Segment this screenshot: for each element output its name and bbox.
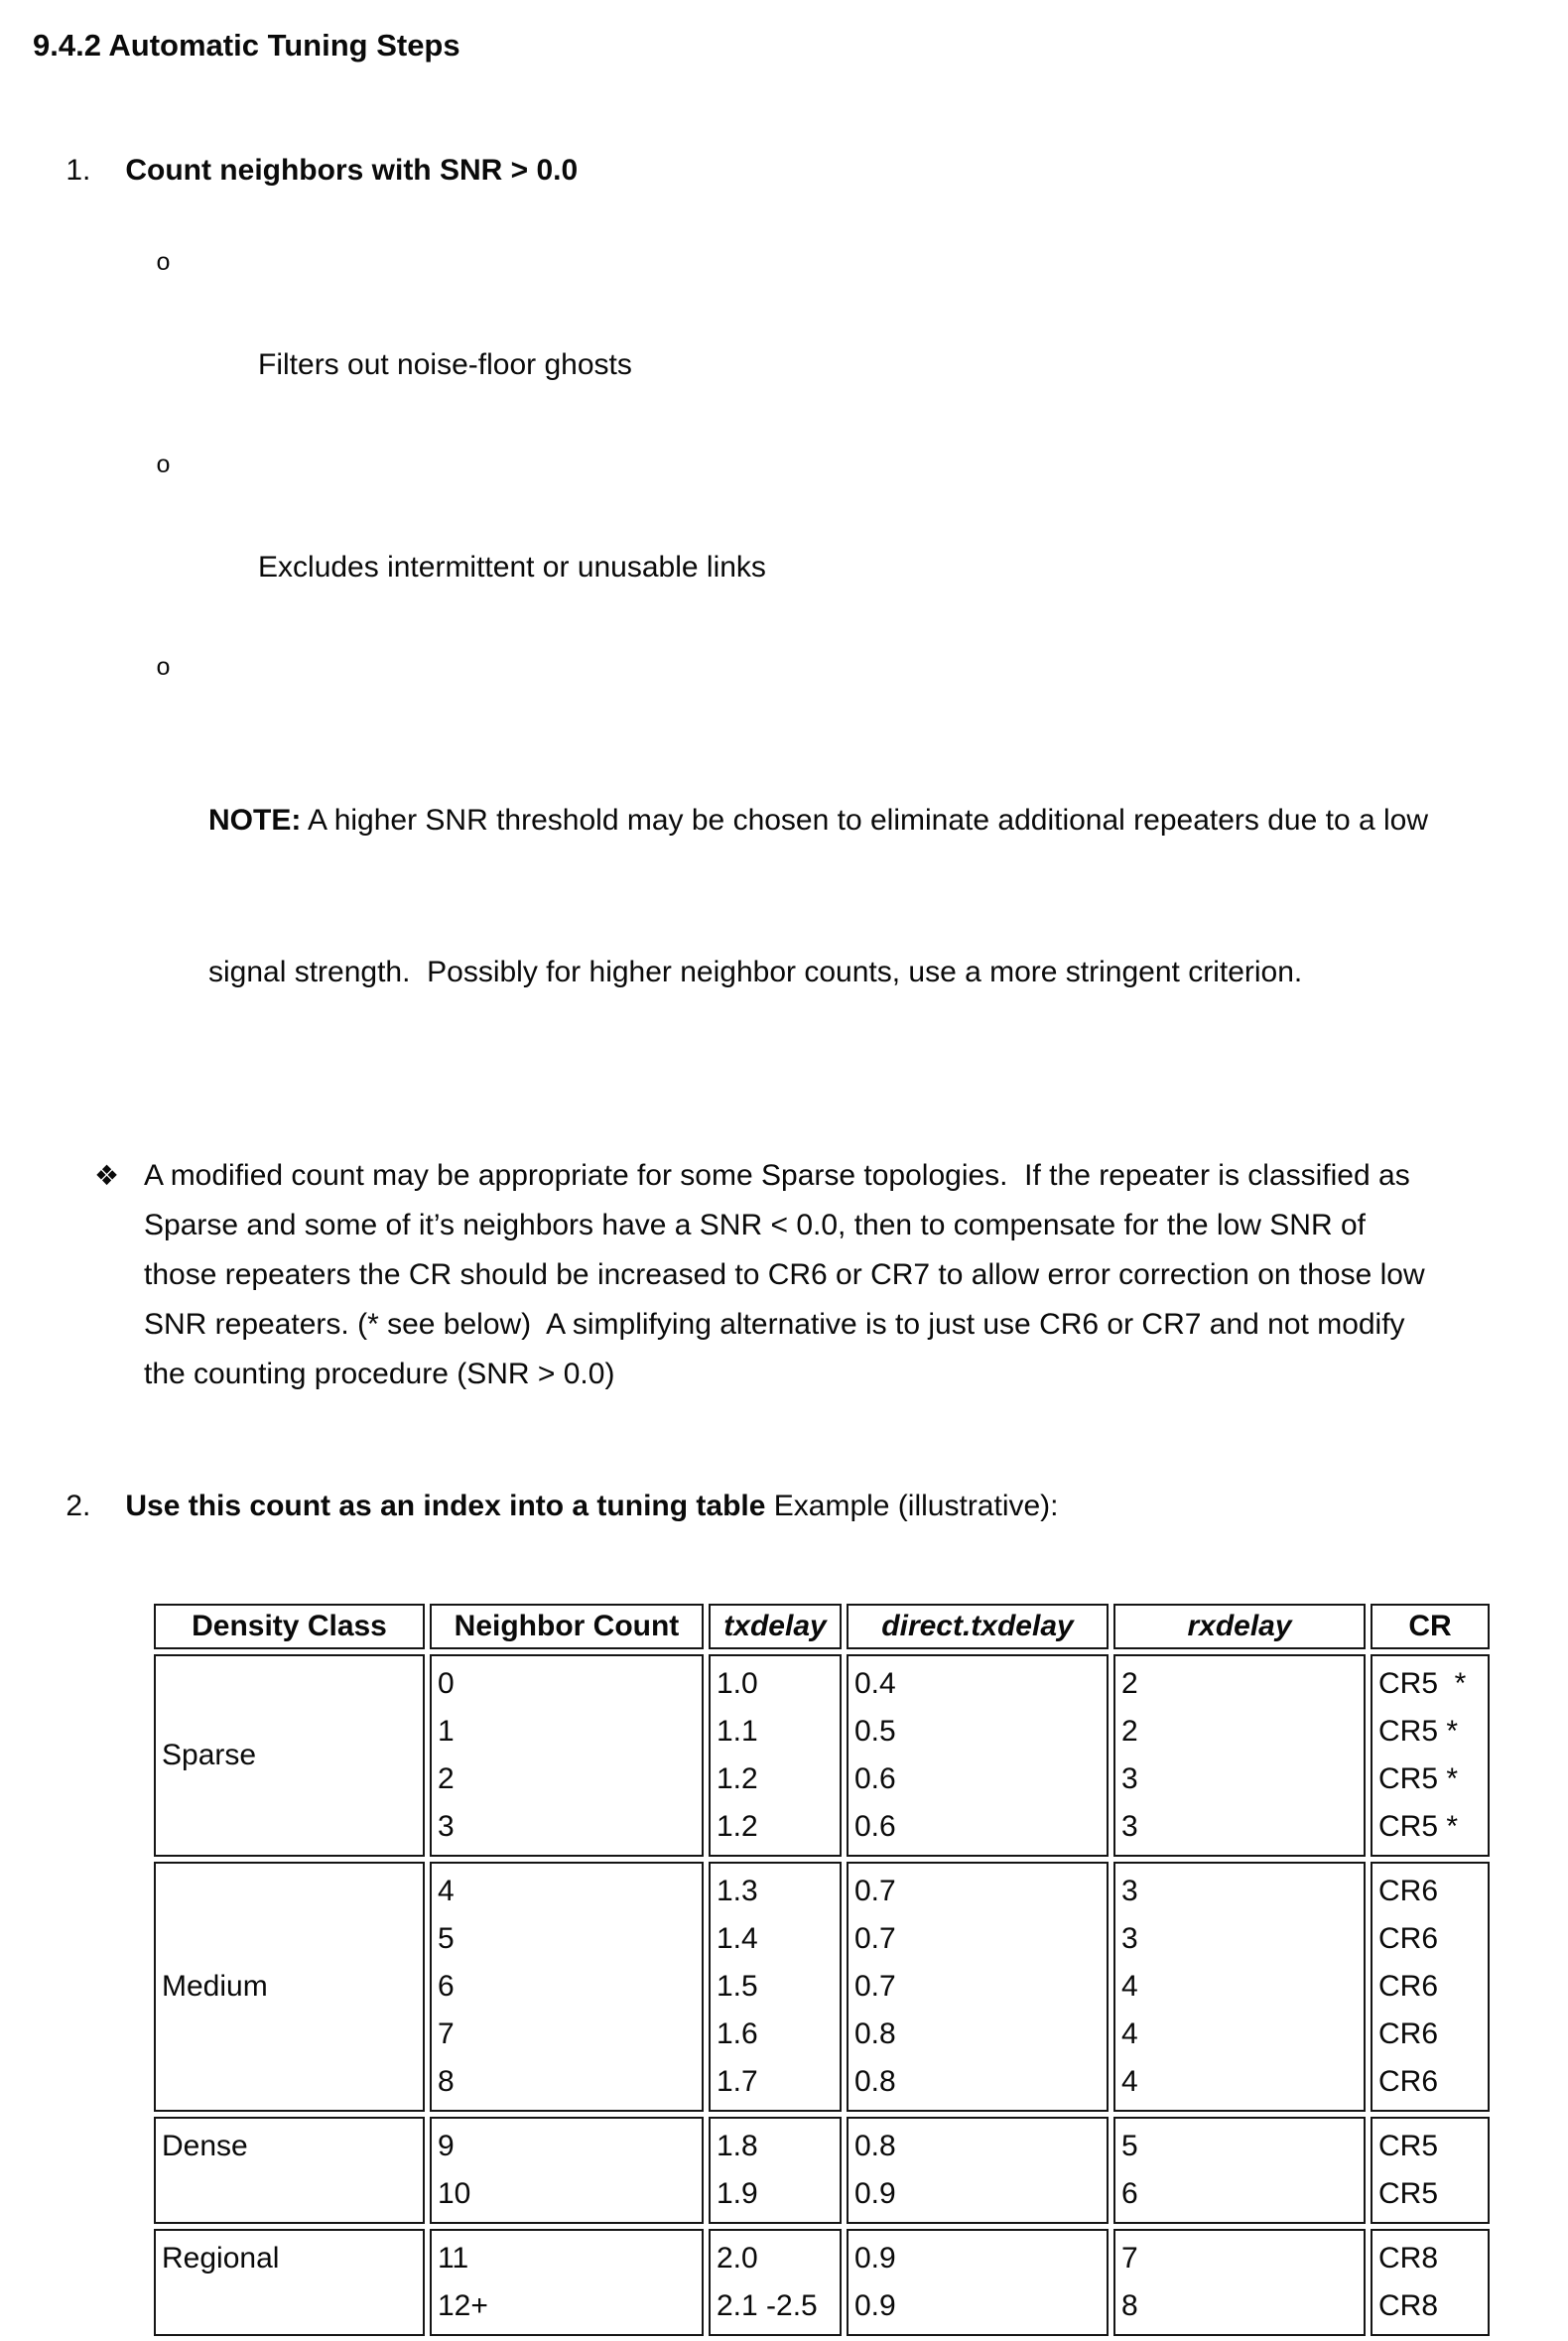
cell-value: 1.3 — [717, 1875, 758, 1907]
cell-value: 4 — [1121, 2017, 1138, 2050]
cell-value: CR5 — [1378, 2130, 1439, 2162]
cell-value: 5 — [438, 1922, 455, 1955]
cell-value: 1.0 — [717, 1667, 758, 1700]
cr-cell — [1371, 1654, 1490, 1857]
direct-txdelay-cell — [847, 1654, 1109, 1857]
tuning-table-wrapper — [33, 1599, 1548, 2341]
cell-value: 0.9 — [854, 2289, 896, 2322]
neighbor-count-cell — [430, 1862, 704, 2112]
cell-value: 12+ — [438, 2289, 488, 2322]
cell-value: 6 — [1121, 2177, 1138, 2210]
cell-value: 0.7 — [854, 1970, 896, 2003]
cell-value: 2.0 — [717, 2242, 758, 2275]
rxdelay-cell — [1113, 2117, 1366, 2224]
direct-txdelay-cell — [847, 1862, 1109, 2112]
circle-bullet-icon: o — [156, 249, 172, 278]
section-heading: 9.4.2 Automatic Tuning Steps — [33, 28, 460, 63]
numbered-item-1 — [33, 111, 1548, 230]
table-row-sparse — [154, 1654, 1490, 1857]
cell-value: 9 — [438, 2130, 455, 2162]
cell-value: 1 — [438, 1715, 455, 1748]
cell-value: 5 — [1121, 2130, 1138, 2162]
cell-value: 1.6 — [717, 2017, 758, 2050]
neighbor-count-cell — [430, 2117, 704, 2224]
cell-value: 8 — [438, 2065, 455, 2098]
cell-value: 3 — [1121, 1922, 1138, 1955]
cell-value: 0.9 — [854, 2177, 896, 2210]
cell-value: CR8 — [1378, 2242, 1439, 2275]
density-class-label: Dense — [162, 2130, 248, 2162]
cell-value: CR6 — [1378, 1875, 1439, 1907]
note-line: signal strength. Possibly for higher neighbor counts, use a more stringent criterion. — [208, 956, 1303, 988]
diamond-bullet-icon: ❖ — [94, 1159, 120, 1192]
bullet-item — [33, 441, 1548, 643]
rxdelay-cell — [1113, 1654, 1366, 1857]
density-class-label: Regional — [162, 2242, 280, 2275]
column-header-rxdelay: rxdelay — [1113, 1604, 1366, 1649]
cell-value: 1.9 — [717, 2177, 758, 2210]
txdelay-cell — [709, 2117, 842, 2224]
cell-value: 4 — [1121, 2065, 1138, 2098]
paragraph-line: the counting procedure (SNR > 0.0) — [144, 1358, 615, 1390]
sub-bullet-list — [33, 238, 1548, 1099]
cell-value: 2 — [438, 1762, 455, 1795]
cell-value: CR6 — [1378, 1970, 1439, 2003]
cell-value: CR8 — [1378, 2289, 1439, 2322]
density-class-cell — [154, 2117, 425, 2224]
density-class-label: Sparse — [162, 1739, 257, 1771]
bullet-text: Filters out noise-floor ghosts — [258, 348, 632, 381]
table-row-medium — [154, 1862, 1490, 2112]
paragraph-line: SNR repeaters. (* see below) A simplifying alternative is to just use CR6 or CR7 and not modify — [144, 1308, 1405, 1341]
cell-value: 0 — [438, 1667, 455, 1700]
density-class-label: Medium — [162, 1970, 268, 2003]
cell-value: CR5 * — [1378, 1667, 1467, 1700]
cell-value: CR5 * — [1378, 1810, 1459, 1843]
cell-value: 3 — [1121, 1810, 1138, 1843]
cell-value: 8 — [1121, 2289, 1138, 2322]
item-heading: Count neighbors with SNR > 0.0 — [125, 154, 579, 187]
cell-value: CR5 * — [1378, 1715, 1459, 1748]
density-class-cell — [154, 1862, 425, 2112]
txdelay-cell — [709, 1654, 842, 1857]
column-header-txdelay: txdelay — [709, 1604, 842, 1649]
cell-value: 0.4 — [854, 1667, 896, 1700]
cell-value: 2 — [1121, 1715, 1138, 1748]
cell-value: 0.6 — [854, 1810, 896, 1843]
cell-value: 2 — [1121, 1667, 1138, 1700]
cell-value: 1.7 — [717, 2065, 758, 2098]
cell-value: 7 — [438, 2017, 455, 2050]
txdelay-cell — [709, 1862, 842, 2112]
numbered-item-2 — [33, 1447, 1548, 1566]
circle-bullet-icon: o — [156, 452, 172, 480]
column-header-cr: CR — [1371, 1604, 1490, 1649]
table-header-row — [154, 1604, 1490, 1649]
cr-cell — [1371, 2229, 1490, 2336]
neighbor-count-cell — [430, 1654, 704, 1857]
cr-cell — [1371, 1862, 1490, 2112]
note-text: A higher SNR threshold may be chosen to eliminate additional repeaters due to a low — [301, 804, 1429, 837]
column-header-neighbor-count: Neighbor Count — [430, 1604, 704, 1649]
bullet-text: Excludes intermittent or unusable links — [258, 551, 766, 584]
cell-value: 10 — [438, 2177, 471, 2210]
cell-value: 0.8 — [854, 2065, 896, 2098]
note-label: NOTE: — [208, 804, 302, 837]
cell-value: 0.9 — [854, 2242, 896, 2275]
cell-value: 0.6 — [854, 1762, 896, 1795]
cell-value: 1.2 — [717, 1810, 758, 1843]
cell-value: 7 — [1121, 2242, 1138, 2275]
diamond-note-paragraph — [33, 1151, 1548, 1399]
cell-value: 0.8 — [854, 2130, 896, 2162]
txdelay-cell — [709, 2229, 842, 2336]
item-heading-suffix: Example (illustrative): — [765, 1490, 1059, 1522]
note-bullet-item — [33, 643, 1548, 1099]
paragraph-line: those repeaters the CR should be increased to CR6 or CR7 to allow error correction on those low — [144, 1258, 1425, 1291]
cell-value: 1.4 — [717, 1922, 758, 1955]
circle-bullet-icon: o — [156, 654, 172, 683]
cell-value: CR6 — [1378, 2065, 1439, 2098]
cr-cell — [1371, 2117, 1490, 2224]
cell-value: 11 — [438, 2242, 469, 2275]
cell-value: 1.1 — [717, 1715, 758, 1748]
item-number: 1. — [65, 154, 91, 187]
cell-value: 0.7 — [854, 1922, 896, 1955]
note-line — [208, 795, 1548, 845]
cell-value: 2.1 -2.5 — [717, 2289, 818, 2322]
cell-value: CR5 — [1378, 2177, 1439, 2210]
density-class-cell — [154, 2229, 425, 2336]
column-header-density-class: Density Class — [154, 1604, 425, 1649]
document-page — [0, 26, 1568, 2322]
cell-value: 3 — [1121, 1875, 1138, 1907]
table-row-dense — [154, 2117, 1490, 2224]
column-header-direct-txdelay: direct.txdelay — [847, 1604, 1109, 1649]
cell-value: 6 — [438, 1970, 455, 2003]
rxdelay-cell — [1113, 1862, 1366, 2112]
cell-value: 1.2 — [717, 1762, 758, 1795]
cell-value: 4 — [438, 1875, 455, 1907]
density-class-cell — [154, 1654, 425, 1857]
neighbor-count-cell — [430, 2229, 704, 2336]
cell-value: 0.5 — [854, 1715, 896, 1748]
cell-value: 1.5 — [717, 1970, 758, 2003]
rxdelay-cell — [1113, 2229, 1366, 2336]
cell-value: CR6 — [1378, 2017, 1439, 2050]
direct-txdelay-cell — [847, 2229, 1109, 2336]
cell-value: 0.8 — [854, 2017, 896, 2050]
paragraph-line: A modified count may be appropriate for some Sparse topologies. If the repeater is classified as — [144, 1159, 1410, 1192]
cell-value: 0.7 — [854, 1875, 896, 1907]
table-row-regional — [154, 2229, 1490, 2336]
cell-value: 3 — [438, 1810, 455, 1843]
item-heading: Use this count as an index into a tuning table — [125, 1490, 766, 1522]
tuning-table — [149, 1599, 1495, 2341]
cell-value: 3 — [1121, 1762, 1138, 1795]
bullet-item — [33, 238, 1548, 441]
item-number: 2. — [65, 1490, 91, 1522]
cell-value: CR5 * — [1378, 1762, 1459, 1795]
direct-txdelay-cell — [847, 2117, 1109, 2224]
cell-value: 4 — [1121, 1970, 1138, 2003]
cell-value: CR6 — [1378, 1922, 1439, 1955]
cell-value: 1.8 — [717, 2130, 758, 2162]
paragraph-line: Sparse and some of it’s neighbors have a SNR < 0.0, then to compensate for the low SNR of — [144, 1209, 1366, 1241]
